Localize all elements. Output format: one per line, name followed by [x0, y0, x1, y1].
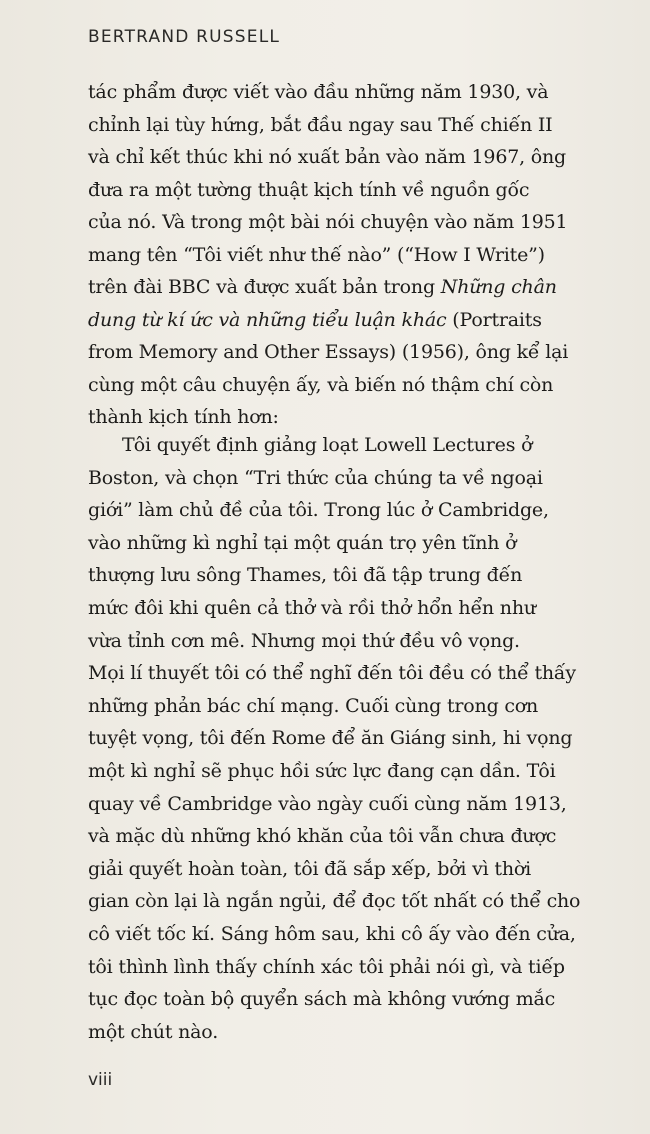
text-line: của nó. Và trong một bài nói chuyện vào năm 1951 — [88, 211, 568, 233]
quote-line: Mọi lí thuyết tôi có thể nghĩ đến tôi đều có thể thấy — [88, 662, 576, 685]
quote-line: quay về Cambridge vào ngày cuối cùng năm 1913, — [88, 792, 567, 815]
quote-line: mức đôi khi quên cả thở và rồi thở hổn hển như — [88, 596, 536, 619]
text-line: mang tên “Tôi viết như thế nào” (“How I Write”) — [88, 243, 545, 266]
quote-line: một chút nào. — [88, 1020, 219, 1043]
quote-line: gian còn lại là ngắn ngủi, để đọc tốt nhất có thể cho — [88, 890, 581, 913]
quote-line: thượng lưu sông Thames, tôi đã tập trung đến — [88, 564, 523, 587]
quote-line: Boston, và chọn “Tri thức của chúng ta về ngoại — [88, 466, 543, 489]
quote-line: Tôi quyết định giảng loạt Lowell Lectures ở — [122, 434, 533, 456]
quote-line: một kì nghỉ sẽ phục hồi sức lực đang cạn dần. Tôi — [88, 759, 556, 782]
text-line: thành kịch tính hơn: — [88, 406, 279, 428]
quote-line: tục đọc toàn bộ quyển sách mà không vướng mắc — [88, 988, 556, 1011]
text-segment: (Portraits — [446, 308, 542, 331]
book-title-italic: dung từ kí ức và những tiểu luận khác — [88, 308, 447, 331]
text-line — [88, 304, 608, 337]
text-line: from Memory and Other Essays) (1956), ông kể lại — [88, 341, 569, 363]
block-quote — [88, 429, 608, 1048]
quote-line: vào những kì nghỉ tại một quán trọ yên tĩnh ở — [88, 531, 517, 554]
text-line: đưa ra một tường thuật kịch tính về nguồn gốc — [88, 178, 530, 201]
page-number: viii — [88, 1070, 113, 1090]
quote-line: tuyệt vọng, tôi đến Rome để ăn Giáng sinh, hi vọng — [88, 727, 573, 750]
quote-line: cô viết tốc kí. Sáng hôm sau, khi cô ấy vào đến cửa, — [88, 922, 576, 945]
text-segment: trên đài BBC và được xuất bản trong — [88, 276, 441, 298]
body-paragraph — [88, 76, 608, 434]
quote-line: vừa tỉnh cơn mê. Nhưng mọi thứ đều vô vọng. — [88, 629, 520, 652]
quote-line: giới” làm chủ đề của tôi. Trong lúc ở Cambridge, — [88, 499, 549, 522]
quote-line: tôi thình lình thấy chính xác tôi phải nói gì, và tiếp — [88, 955, 565, 978]
running-head: BERTRAND RUSSELL — [88, 27, 281, 47]
text-line: tác phẩm được viết vào đầu những năm 1930, và — [88, 81, 549, 103]
book-title-italic: Những chân — [440, 276, 557, 298]
text-line: và chỉ kết thúc khi nó xuất bản vào năm 1967, ông — [88, 146, 567, 168]
text-line: cùng một câu chuyện ấy, và biến nó thậm chí còn — [88, 373, 554, 396]
quote-line: giải quyết hoàn toàn, tôi đã sắp xếp, bởi vì thời — [88, 857, 531, 880]
quote-line: những phản bác chí mạng. Cuối cùng trong cơn — [88, 694, 539, 717]
quote-line: và mặc dù những khó khăn của tôi vẫn chưa được — [88, 825, 557, 848]
text-line — [88, 271, 608, 304]
text-line: chỉnh lại tùy hứng, bắt đầu ngay sau Thế chiến II — [88, 113, 553, 136]
